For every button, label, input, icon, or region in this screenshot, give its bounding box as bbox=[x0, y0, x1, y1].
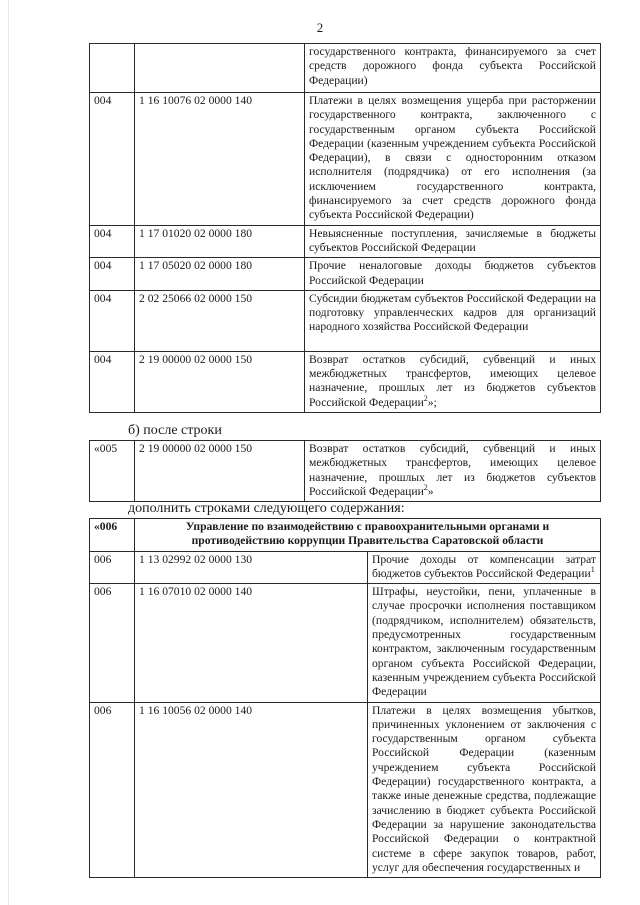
table-row bbox=[90, 584, 601, 702]
table-row bbox=[90, 93, 601, 226]
admin-code-cell: 004 bbox=[90, 225, 135, 258]
table-row bbox=[90, 225, 601, 258]
revenue-name-text: Прочие доходы от компенсации затрат бюджетов субъектов Российской Федерации bbox=[372, 552, 596, 580]
table-row bbox=[90, 351, 601, 412]
revenue-name-cell: Платежи в целях возмещения убытков, причиненных уклонением от заключения с государственным органом субъекта Российской Федерации (казенным учреждением субъекта Российской Федерации) государственного контракта, а также иные денежные средства, подлежащие зачислению в бюджет субъекта Российской Федерации за нарушение законодательства Российской Федерации о контрактной системе в сфере закупок товаров, работ, услуг для обеспечения государственных и bbox=[368, 702, 601, 878]
kbk-code-cell: 1 16 07010 02 0000 140 bbox=[135, 584, 368, 702]
kbk-code-cell: 1 17 05020 02 0000 180 bbox=[135, 258, 305, 291]
admin-code-cell: 004 bbox=[90, 351, 135, 412]
kbk-code-cell: 1 13 02992 02 0000 130 bbox=[135, 551, 368, 584]
kbk-code-cell: 1 17 01020 02 0000 180 bbox=[135, 225, 305, 258]
revenue-name-cell: государственного контракта, финансируемого за счет средств дорожного фонда субъекта Российской Федерации) bbox=[305, 44, 601, 93]
admin-code-cell: 004 bbox=[90, 258, 135, 291]
closing-quote: » bbox=[427, 484, 434, 498]
closing-quote: »; bbox=[427, 395, 437, 409]
table-row bbox=[90, 258, 601, 291]
kbk-code-cell: 1 16 10076 02 0000 140 bbox=[135, 93, 305, 226]
admin-code-cell: 006 bbox=[90, 702, 135, 878]
revenue-name-cell bbox=[305, 351, 601, 412]
table-row bbox=[90, 702, 601, 878]
kbk-code-cell: 1 16 10056 02 0000 140 bbox=[135, 702, 368, 878]
paragraph-add-rows: дополнить строками следующего содержания: bbox=[128, 501, 405, 516]
footnote-marker: 1 bbox=[590, 565, 595, 575]
revenue-table-continued bbox=[89, 43, 601, 413]
footnote-marker: 2 bbox=[423, 393, 428, 403]
table-row bbox=[90, 290, 601, 351]
reference-row-table bbox=[89, 440, 601, 502]
new-rows-table bbox=[89, 518, 601, 878]
scan-edge-line bbox=[8, 0, 9, 905]
kbk-code-cell bbox=[135, 44, 305, 93]
admin-code-cell: 006 bbox=[90, 584, 135, 702]
admin-code-cell: 004 bbox=[90, 93, 135, 226]
table-row bbox=[90, 551, 601, 584]
revenue-name-cell: Субсидии бюджетам субъектов Российской Федерации на подготовку управленческих кадров для организаций народного хозяйства Российской Федерации bbox=[305, 290, 601, 351]
footnote-marker: 2 bbox=[423, 483, 428, 493]
revenue-name-text: Возврат остатков субсидий, субвенций и иных межбюджетных трансфертов, имеющих целевое назначение, прошлых лет из бюджетов субъектов Российской Федерации bbox=[309, 442, 596, 498]
admin-code-cell: «006 bbox=[90, 519, 135, 552]
admin-code-cell bbox=[90, 44, 135, 93]
kbk-code-cell: 2 02 25066 02 0000 150 bbox=[135, 290, 305, 351]
table-row bbox=[90, 44, 601, 93]
table-row bbox=[90, 441, 601, 502]
paragraph-b-after-row: б) после строки bbox=[128, 423, 222, 438]
department-header-row bbox=[90, 519, 601, 552]
kbk-code-cell: 2 19 00000 02 0000 150 bbox=[135, 351, 305, 412]
kbk-code-cell: 2 19 00000 02 0000 150 bbox=[135, 441, 305, 502]
page-number: 2 bbox=[316, 20, 324, 35]
revenue-name-cell: Платежи в целях возмещения ущерба при расторжении государственного контракта, заключенного с государственным органом субъекта Российской Федерации (казенным учреждением субъекта Российской Федерации), в связи с односторонним отказом исполнителя (подрядчика) от его исполнения (за исключением государственного контракта, финансируемого за счет средств дорожного фонда субъекта Российской Федерации) bbox=[305, 93, 601, 226]
admin-code-cell: 004 bbox=[90, 290, 135, 351]
revenue-name-cell: Невыясненные поступления, зачисляемые в бюджеты субъектов Российской Федерации bbox=[305, 225, 601, 258]
department-name-cell: Управление по взаимодействию с правоохранительными органами и противодействию коррупции Правительства Саратовской области bbox=[135, 519, 601, 552]
admin-code-cell: «005 bbox=[90, 441, 135, 502]
revenue-name-cell bbox=[368, 551, 601, 584]
admin-code-cell: 006 bbox=[90, 551, 135, 584]
revenue-name-cell: Штрафы, неустойки, пени, уплаченные в случае просрочки исполнения поставщиком (подрядчиком, исполнителем) обязательств, предусмотренных государственным контрактом, заключенным государственным органом субъекта Российской Федерации, казенным учреждением субъекта Российской Федерации bbox=[368, 584, 601, 702]
revenue-name-cell bbox=[305, 441, 601, 502]
revenue-name-cell: Прочие неналоговые доходы бюджетов субъектов Российской Федерации bbox=[305, 258, 601, 291]
revenue-name-text: Возврат остатков субсидий, субвенций и иных межбюджетных трансфертов, имеющих целевое назначение, прошлых лет из бюджетов субъектов Российской Федерации bbox=[309, 352, 596, 409]
